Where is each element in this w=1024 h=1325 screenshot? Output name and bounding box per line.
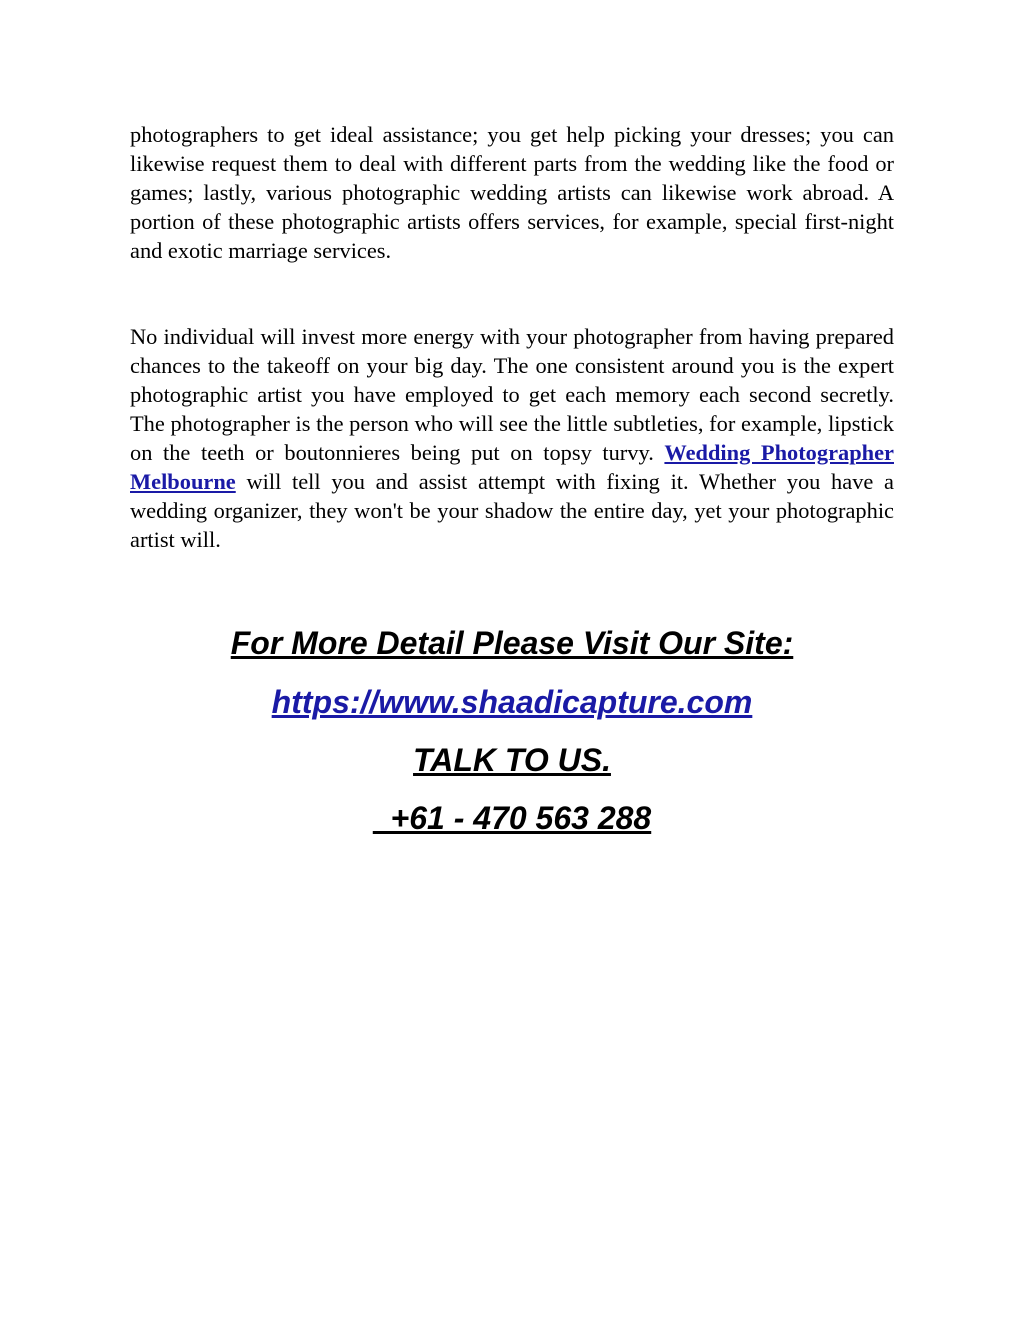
visit-site-heading: For More Detail Please Visit Our Site: (230, 625, 794, 661)
wedding-photographer-melbourne-link[interactable]: Wedding Photographer Melbourne (130, 440, 894, 494)
talk-to-us-heading: TALK TO US. (413, 742, 611, 778)
site-url-link[interactable]: https://www.shaadicapture.com (271, 684, 753, 720)
paragraph-photographer (130, 322, 894, 554)
paragraph-services: photographers to get ideal assistance; you get help picking your dresses; you can likewise request them to deal with different parts from the wedding like the food or games; lastly, various photographic wedding artists can likewise work abroad. A portion of these photographic artists offers services, for example, special first-night and exotic marriage services. (130, 122, 894, 263)
paragraph-text-after-link: will tell you and assist attempt with fixing it. Whether you have a wedding organizer, they won't be your shadow the entire day, yet your photographic artist will. (130, 469, 894, 552)
phone-number[interactable]: +61 - 470 563 288 (372, 800, 652, 836)
paragraph-text-before-link: No individual will invest more energy with your photographer from having prepared chances to the takeoff on your big day. The one consistent around you is the expert photographic artist you have employed to get each memory each second secretly. The photographer is the person who will see the little subtleties, for example, lipstick on the teeth or boutonnieres being put on topsy turvy. (130, 324, 894, 465)
